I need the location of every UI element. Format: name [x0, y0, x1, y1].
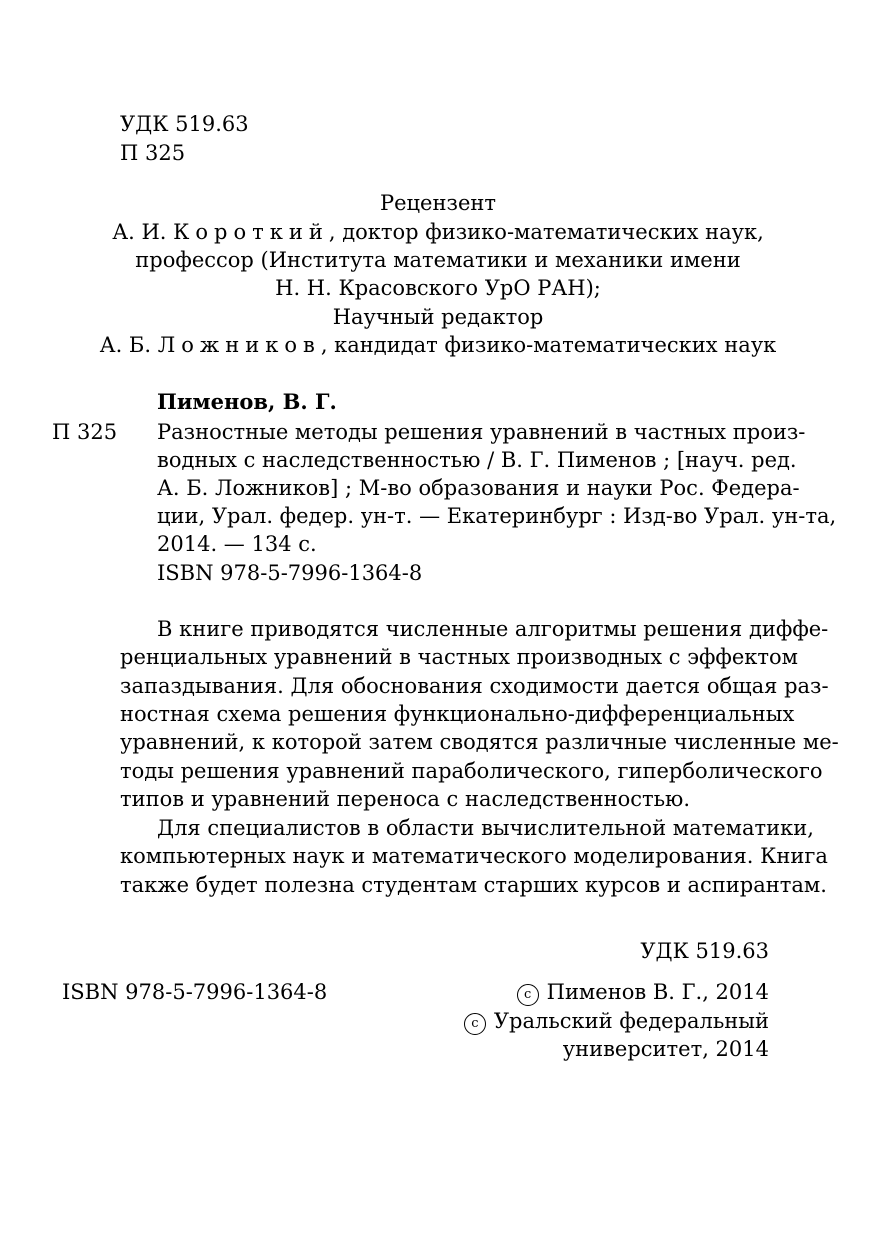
reviewer-line-1: [0, 218, 876, 246]
reviewer-line-3: Н. Н. Красовского УрО РАН);: [275, 276, 601, 300]
abstract-p2-line-3: также будет полезна студентам старших курсов и аспирантам.: [120, 873, 827, 897]
footer-isbn: ISBN 978-5-7996-1364-8: [62, 980, 328, 1004]
classification-top: П 325: [120, 141, 186, 165]
reviewer-initials: А. И.: [112, 220, 167, 244]
abstract-p1-line-3: запаздывания. Для обоснования сходимости дается общая раз-: [120, 674, 829, 698]
bib-line-3: А. Б. Ложников] ; М-во образования и науки Рос. Федера-: [157, 476, 800, 500]
editor-heading: Научный редактор: [332, 305, 544, 329]
copyright-icon: c: [517, 984, 539, 1006]
copyright-publisher-line-2: университет, 2014: [562, 1037, 769, 1061]
editor-surname: Ложников: [157, 333, 321, 357]
copyright-publisher: [464, 1007, 769, 1035]
bib-author: Пименов, В. Г.: [157, 389, 337, 414]
copyright-publisher-text: Уральский федеральный: [493, 1009, 769, 1033]
abstract-p1-line-6: тоды решения уравнений параболического, гиперболического: [120, 759, 823, 783]
bib-line-1: Разностные методы решения уравнений в частных произ-: [157, 420, 806, 444]
reviewer-line-2: профессор (Института математики и механики имени: [135, 248, 741, 272]
editor-initials: А. Б.: [99, 333, 152, 357]
abstract-p1-line-2: ренциальных уравнений в частных производных с эффектом: [120, 645, 799, 669]
bib-class-code: П 325: [52, 420, 118, 444]
abstract-p1-line-4: ностная схема решения функционально-дифференциальных: [120, 702, 795, 726]
abstract-p2-line-2: компьютерных наук и математического моделирования. Книга: [120, 844, 828, 868]
editor-line: [0, 331, 876, 359]
bib-line-2: водных с наследственностью / В. Г. Пименов ; [науч. ред.: [157, 448, 797, 472]
copyright-author: [517, 978, 769, 1006]
reviewer-heading: Рецензент: [380, 191, 496, 215]
bib-line-5: 2014. — 134 с.: [157, 532, 317, 556]
abstract-p1-line-1: В книге приводятся численные алгоритмы решения диффе-: [157, 617, 829, 641]
bib-line-4: ции, Урал. федер. ун-т. — Екатеринбург : Изд-во Урал. ун-та,: [157, 504, 837, 528]
editor-title: , кандидат физико-математических наук: [320, 333, 777, 357]
footer-udk: УДК 519.63: [640, 939, 769, 963]
abstract-p2-line-1: Для специалистов в области вычислительной математики,: [157, 816, 814, 840]
reviewer-title: , доктор физико-математических наук,: [328, 220, 764, 244]
abstract-p1-line-5: уравнений, к которой затем сводятся различные численные ме-: [120, 730, 839, 754]
reviewer-surname: Короткий: [173, 220, 329, 244]
copyright-author-text: Пименов В. Г., 2014: [546, 980, 769, 1004]
copyright-icon: c: [464, 1013, 486, 1035]
abstract-p1-line-7: типов и уравнений переноса с наследственностью.: [120, 787, 690, 811]
bib-isbn: ISBN 978-5-7996-1364-8: [157, 561, 423, 585]
udk-top: УДК 519.63: [120, 112, 249, 136]
